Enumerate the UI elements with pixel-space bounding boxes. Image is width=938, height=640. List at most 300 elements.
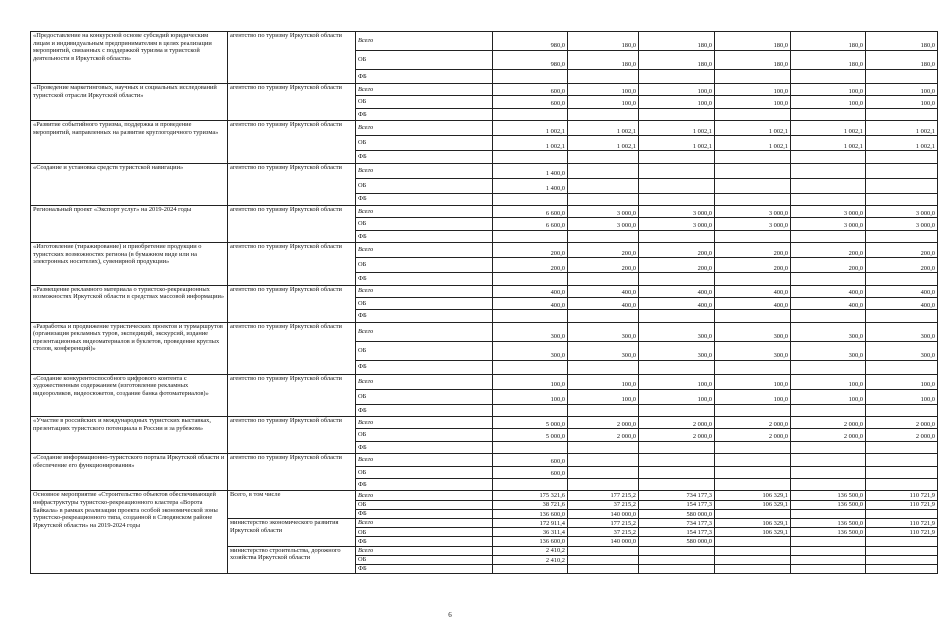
amount-cell: [791, 108, 866, 120]
amount-cell: 400,0: [866, 285, 938, 297]
amount-cell: [639, 70, 715, 84]
amount-cell: [866, 479, 938, 491]
amount-cell: 180,0: [791, 51, 866, 70]
amount-cell: [715, 360, 791, 374]
amount-cell: [639, 193, 715, 205]
funding-source-cell: ФБ: [356, 108, 493, 120]
amount-cell: [715, 441, 791, 453]
table-row: [31, 374, 938, 389]
amount-cell: 100,0: [715, 389, 791, 404]
table-row: [31, 121, 938, 136]
amount-cell: 3 000,0: [568, 205, 639, 217]
amount-cell: 3 000,0: [715, 218, 791, 230]
funding-source-cell: Всего: [356, 121, 493, 136]
amount-cell: [568, 441, 639, 453]
amount-cell: 110 721,9: [866, 491, 938, 500]
amount-cell: 100,0: [866, 389, 938, 404]
amount-cell: [568, 454, 639, 466]
amount-cell: [791, 178, 866, 193]
table-row: [31, 163, 938, 178]
measure-name-cell: «Развитие событийного туризма, поддержка и проведение мероприятий, направленных на развитие круглогодичного туризма»: [31, 121, 228, 163]
amount-cell: 3 000,0: [791, 218, 866, 230]
amount-cell: 300,0: [866, 322, 938, 341]
amount-cell: [639, 163, 715, 178]
funding-source-cell: ФБ: [356, 564, 493, 573]
amount-cell: 2 000,0: [715, 417, 791, 429]
amount-cell: [866, 273, 938, 285]
amount-cell: 136 500,0: [791, 518, 866, 527]
amount-cell: 3 000,0: [866, 218, 938, 230]
amount-cell: 300,0: [866, 341, 938, 360]
amount-cell: 110 721,9: [866, 528, 938, 537]
amount-cell: 106 329,1: [715, 518, 791, 527]
amount-cell: [791, 537, 866, 546]
agency-cell: агентство по туризму Иркутской области: [228, 163, 356, 205]
amount-cell: 2 000,0: [568, 417, 639, 429]
amount-cell: 200,0: [639, 258, 715, 273]
amount-cell: 300,0: [715, 322, 791, 341]
amount-cell: 3 000,0: [639, 218, 715, 230]
amount-cell: [866, 509, 938, 518]
amount-cell: 400,0: [568, 285, 639, 297]
amount-cell: 100,0: [791, 96, 866, 108]
amount-cell: [715, 108, 791, 120]
amount-cell: [866, 70, 938, 84]
amount-cell: 200,0: [715, 243, 791, 258]
amount-cell: [791, 404, 866, 416]
amount-cell: 100,0: [791, 84, 866, 96]
amount-cell: [493, 108, 568, 120]
funding-source-cell: Всего: [356, 417, 493, 429]
amount-cell: 6 600,0: [493, 218, 568, 230]
amount-cell: 100,0: [639, 374, 715, 389]
amount-cell: [568, 466, 639, 478]
amount-cell: [866, 178, 938, 193]
amount-cell: 180,0: [715, 51, 791, 70]
agency-cell: агентство по туризму Иркутской области: [228, 205, 356, 242]
amount-cell: 200,0: [866, 258, 938, 273]
amount-cell: 300,0: [791, 322, 866, 341]
amount-cell: 100,0: [715, 374, 791, 389]
funding-source-cell: ФБ: [356, 273, 493, 285]
funding-source-cell: ФБ: [356, 360, 493, 374]
amount-cell: [791, 70, 866, 84]
agency-cell: агентство по туризму Иркутской области: [228, 32, 356, 84]
amount-cell: 5 000,0: [493, 429, 568, 441]
amount-cell: [639, 466, 715, 478]
agency-cell: агентство по туризму Иркутской области: [228, 454, 356, 491]
table-row: [31, 32, 938, 51]
amount-cell: 1 002,1: [866, 136, 938, 151]
funding-source-cell: ОБ: [356, 258, 493, 273]
funding-source-cell: Всего: [356, 454, 493, 466]
amount-cell: 734 177,3: [639, 491, 715, 500]
funding-source-cell: ФБ: [356, 193, 493, 205]
agency-cell: министерство экономического развития Иркутской области: [228, 518, 356, 546]
amount-cell: 200,0: [639, 243, 715, 258]
amount-cell: 400,0: [639, 297, 715, 309]
funding-source-cell: ОБ: [356, 389, 493, 404]
amount-cell: [568, 479, 639, 491]
amount-cell: 300,0: [791, 341, 866, 360]
amount-cell: 580 000,0: [639, 509, 715, 518]
amount-cell: 1 400,0: [493, 163, 568, 178]
amount-cell: [493, 360, 568, 374]
table-row: [31, 243, 938, 258]
amount-cell: [866, 466, 938, 478]
amount-cell: [639, 360, 715, 374]
amount-cell: 154 177,3: [639, 528, 715, 537]
amount-cell: [791, 163, 866, 178]
measure-name-cell: «Создание и установка средств туристской навигации»: [31, 163, 228, 205]
funding-source-cell: Всего: [356, 491, 493, 500]
amount-cell: [791, 310, 866, 322]
measure-name-cell: «Создание конкурентоспособного цифрового контента с художественным содержанием (изготовление рекламных видеороликов, видеосюжетов, создание банка фотоматериалов)»: [31, 374, 228, 416]
amount-cell: 177 215,2: [568, 491, 639, 500]
amount-cell: [639, 546, 715, 555]
amount-cell: [715, 404, 791, 416]
amount-cell: 100,0: [715, 84, 791, 96]
amount-cell: [493, 151, 568, 163]
amount-cell: 110 721,9: [866, 500, 938, 509]
funding-source-cell: ОБ: [356, 500, 493, 509]
measure-name-cell: Основное мероприятие «Строительство объектов обеспечивающей инфраструктуры туристско-рекреационного кластера «Ворота Байкала» в рамках реализации проекта особой экономической зоны туристско-рекреационного типа, созданной в Слюдянском районе Иркутской области» на 2019-2024 годы: [31, 491, 228, 574]
budget-table: [30, 31, 938, 574]
amount-cell: [493, 230, 568, 242]
amount-cell: 136 500,0: [791, 491, 866, 500]
amount-cell: [715, 564, 791, 573]
amount-cell: [715, 479, 791, 491]
amount-cell: 400,0: [791, 297, 866, 309]
amount-cell: 36 311,4: [493, 528, 568, 537]
funding-source-cell: Всего: [356, 84, 493, 96]
funding-source-cell: ФБ: [356, 151, 493, 163]
funding-source-cell: ОБ: [356, 528, 493, 537]
funding-source-cell: ОБ: [356, 51, 493, 70]
amount-cell: [791, 151, 866, 163]
measure-name-cell: «Разработка и продвижение туристических проектов и турмаршрутов (организация рекламных туров, экспедиций, экскурсий, издание презентационных видеоматериалов и буклетов, проведение круглых столов, конференций)»: [31, 322, 228, 374]
amount-cell: [866, 537, 938, 546]
amount-cell: [639, 151, 715, 163]
agency-cell: агентство по туризму Иркутской области: [228, 322, 356, 374]
funding-source-cell: Всего: [356, 285, 493, 297]
amount-cell: 100,0: [568, 374, 639, 389]
amount-cell: 1 002,1: [568, 136, 639, 151]
amount-cell: 100,0: [639, 84, 715, 96]
amount-cell: 100,0: [568, 96, 639, 108]
amount-cell: [866, 108, 938, 120]
amount-cell: 106 329,1: [715, 491, 791, 500]
amount-cell: 37 215,2: [568, 500, 639, 509]
agency-cell: агентство по туризму Иркутской области: [228, 285, 356, 322]
amount-cell: [715, 466, 791, 478]
amount-cell: [568, 178, 639, 193]
amount-cell: [493, 404, 568, 416]
amount-cell: 2 000,0: [791, 417, 866, 429]
amount-cell: [715, 163, 791, 178]
amount-cell: 136 500,0: [791, 528, 866, 537]
amount-cell: 1 002,1: [493, 136, 568, 151]
amount-cell: 180,0: [866, 51, 938, 70]
amount-cell: 600,0: [493, 84, 568, 96]
table-row: [31, 417, 938, 429]
funding-source-cell: ФБ: [356, 537, 493, 546]
amount-cell: [791, 454, 866, 466]
table-row: [31, 491, 938, 500]
funding-source-cell: ОБ: [356, 218, 493, 230]
amount-cell: [791, 546, 866, 555]
amount-cell: [493, 273, 568, 285]
amount-cell: 400,0: [639, 285, 715, 297]
measure-name-cell: «Проведение маркетинговых, научных и социальных исследований туристской отрасли Иркутской области»: [31, 84, 228, 121]
agency-cell: министерство строительства, дорожного хозяйства Иркутской области: [228, 546, 356, 574]
amount-cell: [568, 230, 639, 242]
amount-cell: [791, 466, 866, 478]
budget-table-sheet: [30, 31, 938, 574]
amount-cell: [715, 151, 791, 163]
funding-source-cell: ОБ: [356, 297, 493, 309]
amount-cell: [568, 108, 639, 120]
amount-cell: [639, 108, 715, 120]
amount-cell: 734 177,3: [639, 518, 715, 527]
amount-cell: [791, 441, 866, 453]
amount-cell: [639, 479, 715, 491]
funding-source-cell: ФБ: [356, 479, 493, 491]
amount-cell: [715, 230, 791, 242]
amount-cell: 300,0: [493, 341, 568, 360]
amount-cell: [791, 509, 866, 518]
amount-cell: 2 000,0: [791, 429, 866, 441]
amount-cell: 100,0: [639, 389, 715, 404]
funding-source-cell: ОБ: [356, 429, 493, 441]
amount-cell: 300,0: [568, 341, 639, 360]
amount-cell: 100,0: [639, 96, 715, 108]
amount-cell: [715, 70, 791, 84]
funding-source-cell: Всего: [356, 163, 493, 178]
funding-source-cell: ФБ: [356, 230, 493, 242]
agency-cell: агентство по туризму Иркутской области: [228, 84, 356, 121]
amount-cell: [715, 546, 791, 555]
table-row: [31, 84, 938, 96]
amount-cell: [866, 564, 938, 573]
amount-cell: [866, 441, 938, 453]
agency-cell: Всего, в том числе: [228, 491, 356, 519]
amount-cell: 136 600,0: [493, 509, 568, 518]
amount-cell: 100,0: [493, 374, 568, 389]
amount-cell: 106 329,1: [715, 528, 791, 537]
measure-name-cell: «Предоставление на конкурсной основе субсидий юридическим лицам и индивидуальным предпринимателям в целях реализации мероприятий, связанных с поддержкой туризма и туристской деятельности в Иркутской области»: [31, 32, 228, 84]
amount-cell: [791, 564, 866, 573]
funding-source-cell: ФБ: [356, 441, 493, 453]
amount-cell: [639, 454, 715, 466]
amount-cell: [568, 70, 639, 84]
funding-source-cell: ОБ: [356, 341, 493, 360]
amount-cell: [715, 178, 791, 193]
amount-cell: [866, 404, 938, 416]
amount-cell: 1 400,0: [493, 178, 568, 193]
amount-cell: [568, 151, 639, 163]
amount-cell: 3 000,0: [568, 218, 639, 230]
amount-cell: 200,0: [866, 243, 938, 258]
amount-cell: 2 410,2: [493, 546, 568, 555]
table-body: [31, 32, 938, 574]
funding-source-cell: ОБ: [356, 136, 493, 151]
agency-cell: агентство по туризму Иркутской области: [228, 417, 356, 454]
funding-source-cell: Всего: [356, 322, 493, 341]
amount-cell: 2 000,0: [866, 417, 938, 429]
measure-name-cell: «Создание информационно-туристского портала Иркутской области и обеспечение его функционирования»: [31, 454, 228, 491]
amount-cell: [866, 310, 938, 322]
amount-cell: 400,0: [568, 297, 639, 309]
amount-cell: [866, 193, 938, 205]
funding-source-cell: ОБ: [356, 555, 493, 564]
measure-name-cell: «Участие в российских и международных туристских выставках, презентациях туристского потенциала в России и за рубежом»: [31, 417, 228, 454]
page-number: 6: [448, 611, 452, 619]
amount-cell: 100,0: [568, 84, 639, 96]
amount-cell: 200,0: [568, 243, 639, 258]
measure-name-cell: Региональный проект «Экспорт услуг» на 2019-2024 годы: [31, 205, 228, 242]
amount-cell: 400,0: [493, 285, 568, 297]
amount-cell: 1 002,1: [866, 121, 938, 136]
amount-cell: 140 000,0: [568, 537, 639, 546]
amount-cell: [639, 273, 715, 285]
measure-name-cell: «Размещение рекламного материала о туристско-рекреационных возможностях Иркутской области в средствах массовой информации»: [31, 285, 228, 322]
amount-cell: [715, 509, 791, 518]
amount-cell: 3 000,0: [866, 205, 938, 217]
amount-cell: 2 000,0: [639, 429, 715, 441]
amount-cell: 180,0: [715, 32, 791, 51]
amount-cell: [493, 193, 568, 205]
amount-cell: [715, 273, 791, 285]
amount-cell: 6 600,0: [493, 205, 568, 217]
amount-cell: 5 000,0: [493, 417, 568, 429]
amount-cell: [493, 310, 568, 322]
amount-cell: 100,0: [866, 374, 938, 389]
table-row: [31, 285, 938, 297]
amount-cell: [639, 555, 715, 564]
amount-cell: [568, 193, 639, 205]
amount-cell: 200,0: [715, 258, 791, 273]
amount-cell: [791, 555, 866, 564]
amount-cell: 100,0: [791, 389, 866, 404]
amount-cell: 400,0: [791, 285, 866, 297]
amount-cell: 3 000,0: [715, 205, 791, 217]
amount-cell: 300,0: [639, 322, 715, 341]
funding-source-cell: Всего: [356, 205, 493, 217]
amount-cell: 154 177,3: [639, 500, 715, 509]
amount-cell: 200,0: [493, 243, 568, 258]
amount-cell: 2 000,0: [715, 429, 791, 441]
amount-cell: [568, 310, 639, 322]
amount-cell: [568, 163, 639, 178]
funding-source-cell: Всего: [356, 243, 493, 258]
amount-cell: 140 000,0: [568, 509, 639, 518]
amount-cell: 2 000,0: [866, 429, 938, 441]
amount-cell: 180,0: [568, 51, 639, 70]
amount-cell: 3 000,0: [639, 205, 715, 217]
amount-cell: 580 000,0: [639, 537, 715, 546]
amount-cell: [791, 360, 866, 374]
amount-cell: [866, 360, 938, 374]
amount-cell: [715, 555, 791, 564]
amount-cell: 1 002,1: [639, 121, 715, 136]
amount-cell: [493, 564, 568, 573]
amount-cell: [866, 454, 938, 466]
amount-cell: 100,0: [791, 374, 866, 389]
amount-cell: 400,0: [493, 297, 568, 309]
funding-source-cell: Всего: [356, 546, 493, 555]
table-row: [31, 454, 938, 466]
amount-cell: [715, 537, 791, 546]
amount-cell: 600,0: [493, 96, 568, 108]
amount-cell: 180,0: [639, 32, 715, 51]
amount-cell: 300,0: [639, 341, 715, 360]
funding-source-cell: ФБ: [356, 404, 493, 416]
agency-cell: агентство по туризму Иркутской области: [228, 374, 356, 416]
amount-cell: [791, 193, 866, 205]
amount-cell: [639, 178, 715, 193]
amount-cell: 400,0: [715, 285, 791, 297]
amount-cell: 300,0: [493, 322, 568, 341]
amount-cell: 980,0: [493, 51, 568, 70]
amount-cell: 600,0: [493, 454, 568, 466]
funding-source-cell: ОБ: [356, 178, 493, 193]
amount-cell: 180,0: [791, 32, 866, 51]
amount-cell: [568, 404, 639, 416]
amount-cell: [639, 441, 715, 453]
funding-source-cell: ФБ: [356, 509, 493, 518]
amount-cell: 180,0: [568, 32, 639, 51]
amount-cell: 180,0: [866, 32, 938, 51]
amount-cell: 300,0: [568, 322, 639, 341]
amount-cell: [866, 546, 938, 555]
amount-cell: 172 911,4: [493, 518, 568, 527]
amount-cell: [791, 479, 866, 491]
amount-cell: [639, 404, 715, 416]
amount-cell: 110 721,9: [866, 518, 938, 527]
amount-cell: [639, 564, 715, 573]
amount-cell: 100,0: [866, 96, 938, 108]
amount-cell: [568, 273, 639, 285]
amount-cell: 200,0: [493, 258, 568, 273]
amount-cell: 1 002,1: [639, 136, 715, 151]
amount-cell: [493, 441, 568, 453]
amount-cell: [866, 163, 938, 178]
amount-cell: 175 321,6: [493, 491, 568, 500]
amount-cell: [568, 555, 639, 564]
amount-cell: 1 002,1: [715, 121, 791, 136]
amount-cell: 106 329,1: [715, 500, 791, 509]
amount-cell: [568, 546, 639, 555]
amount-cell: 100,0: [866, 84, 938, 96]
amount-cell: 38 721,6: [493, 500, 568, 509]
amount-cell: [715, 454, 791, 466]
amount-cell: [791, 230, 866, 242]
amount-cell: [568, 360, 639, 374]
amount-cell: [639, 230, 715, 242]
amount-cell: 2 000,0: [568, 429, 639, 441]
amount-cell: 400,0: [866, 297, 938, 309]
amount-cell: [715, 310, 791, 322]
agency-cell: агентство по туризму Иркутской области: [228, 243, 356, 285]
funding-source-cell: Всего: [356, 32, 493, 51]
table-row: [31, 322, 938, 341]
amount-cell: 1 002,1: [493, 121, 568, 136]
amount-cell: 100,0: [715, 96, 791, 108]
amount-cell: [568, 564, 639, 573]
amount-cell: [866, 151, 938, 163]
amount-cell: 100,0: [568, 389, 639, 404]
